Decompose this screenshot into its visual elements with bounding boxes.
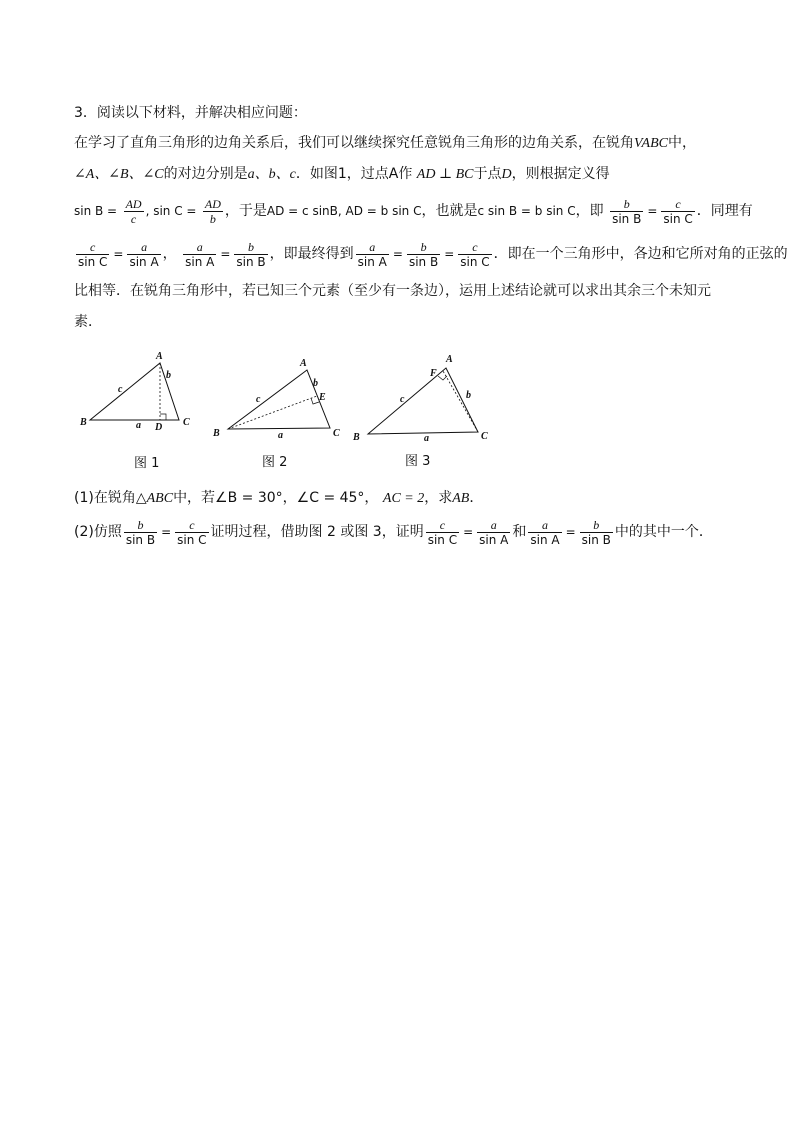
label-b-vertex: B <box>213 428 220 439</box>
equals: = <box>444 247 455 261</box>
part-2-instruction: 证明过程，借助图 2 或图 3，证明 <box>210 524 424 540</box>
formula-line-2 <box>74 238 788 270</box>
denominator: sin C <box>78 254 108 269</box>
altitude-be <box>228 396 317 429</box>
label-a-vertex: A <box>300 358 307 369</box>
denominator: sin C <box>663 211 693 226</box>
conclusion-line-3 <box>74 312 102 332</box>
part-1-ac-value: AC = 2 <box>382 491 425 506</box>
triangle-symbol: VABC <box>634 136 668 151</box>
part-1-end: ． <box>469 490 484 506</box>
fraction-c-over-sinc-2 <box>76 240 109 269</box>
label-b-vertex: B <box>353 432 360 443</box>
equals: = <box>392 247 403 261</box>
fraction-c-over-sinc-p2 <box>175 518 208 547</box>
as-figure-text: ．如图1，过点A作 <box>295 166 413 182</box>
numerator: c <box>661 197 694 212</box>
intro-text: 在学习了直角三角形的边角关系后，我们可以继续探究任意锐角三角形的边角关系，在锐角 <box>74 135 634 151</box>
question-title-text: 阅读以下材料，并解决相应问题： <box>96 105 307 121</box>
numerator: a <box>528 518 561 533</box>
numerator: b <box>234 240 267 255</box>
therefore-text: ，于是 <box>224 203 267 219</box>
altitude-cf <box>443 371 478 432</box>
triangle-3 <box>368 368 478 434</box>
period: ． <box>493 246 508 262</box>
denominator: sin B <box>125 532 156 547</box>
numerator: c <box>458 240 491 255</box>
label-b-vertex: B <box>80 417 87 428</box>
part-1-conditions: 中，若∠B = 30°，∠C = 45°， <box>173 490 379 506</box>
figure-1 <box>79 351 190 433</box>
intro-line-1 <box>74 133 696 154</box>
fraction-a-over-sina <box>127 240 160 269</box>
comma: ， <box>162 246 177 262</box>
opposite-sides-text: 的对边分别是 <box>163 166 248 182</box>
label-side-c: c <box>400 394 405 405</box>
part-1-find: ，求 <box>424 490 453 506</box>
right-angle-mark-d <box>160 414 166 420</box>
denominator: sin B <box>581 532 611 547</box>
denominator: sin A <box>530 532 560 547</box>
conclusion-text-2: 比相等．在锐角三角形中，若已知三个元素（至少有一条边），运用上述结论就可以求出其余三个未知元 <box>74 283 711 299</box>
label-side-a: a <box>278 430 283 441</box>
denominator: sin C <box>460 254 490 269</box>
fraction-b-over-sinb-3 <box>407 240 440 269</box>
equals: = <box>565 525 576 539</box>
denominator: sin B <box>612 211 642 226</box>
numerator: b <box>610 197 643 212</box>
denominator: sin A <box>129 254 159 269</box>
label-side-b: b <box>466 390 471 401</box>
label-side-c: c <box>256 394 261 405</box>
perpendicular-text: AD ⊥ BC <box>416 167 474 182</box>
denominator: sin A <box>357 254 387 269</box>
fraction-b-over-sinb-2 <box>234 240 267 269</box>
at-point-text: 于点 <box>473 166 502 182</box>
denominator: sin A <box>479 532 509 547</box>
that-is-text: ，也就是 <box>421 203 478 219</box>
fraction-c-over-sinc-3 <box>458 240 491 269</box>
numerator: AD <box>204 196 221 211</box>
denominator: b <box>209 211 216 226</box>
part-1-ab: AB <box>452 491 470 506</box>
fraction-b-over-sinb <box>610 197 643 226</box>
denominator: sin B <box>236 254 266 269</box>
equals: = <box>647 204 658 218</box>
numerator: a <box>477 518 510 533</box>
part-1-prefix: (1)在锐角△ <box>74 490 147 506</box>
conclusion-text-1: 即在一个三角形中，各边和它所对角的正弦的 <box>507 246 788 262</box>
numerator: b <box>580 518 613 533</box>
numerator: c <box>175 518 208 533</box>
right-angle-mark-f <box>438 376 447 380</box>
right-angle-mark-e <box>311 398 319 404</box>
numerator: a <box>127 240 160 255</box>
label-side-b: b <box>166 370 171 381</box>
denominator: sin C <box>427 532 458 547</box>
numerator: c <box>76 240 109 255</box>
label-side-b: b <box>313 378 318 389</box>
intro-line-2 <box>74 164 610 185</box>
numerator: c <box>426 518 459 533</box>
ad-equations: AD = c sinB, AD = b sin C <box>266 204 422 218</box>
figure-3 <box>352 354 488 444</box>
label-a-vertex: A <box>446 354 453 365</box>
sides-text: a、b、c <box>247 167 296 182</box>
fraction-ad-over-b <box>203 197 223 226</box>
figure-2 <box>212 358 340 441</box>
point-d-text: D <box>501 167 512 182</box>
question-title <box>74 103 307 123</box>
label-f-point: F <box>430 368 437 379</box>
label-a-vertex: A <box>156 351 163 362</box>
finally-text: ，即最终得到 <box>269 246 354 262</box>
equals: = <box>113 247 124 261</box>
fraction-a-over-sina-3 <box>356 240 389 269</box>
part-1-question <box>74 488 483 509</box>
part-1-triangle: ABC <box>146 491 174 506</box>
numerator: b <box>407 240 440 255</box>
fraction-ad-over-c <box>124 197 144 226</box>
denominator: sin A <box>185 254 215 269</box>
similarly-text: ．同理有 <box>696 203 753 219</box>
label-c-vertex: C <box>183 417 190 428</box>
numerator: a <box>356 240 389 255</box>
conclusion-line-2 <box>74 281 711 301</box>
fraction-b-over-sinb-p2 <box>124 518 157 547</box>
fraction-a-over-sina-p2b <box>528 518 561 547</box>
label-side-c: c <box>118 384 123 395</box>
fraction-c-over-sinc <box>661 197 694 226</box>
by-definition-text: ，则根据定义得 <box>511 166 610 182</box>
label-d-point: D <box>155 422 163 433</box>
equals: = <box>463 525 474 539</box>
numerator: b <box>124 518 157 533</box>
numerator: a <box>183 240 216 255</box>
denominator: sin C <box>177 532 207 547</box>
fraction-b-over-sinb-p2b <box>580 518 613 547</box>
label-side-a: a <box>136 420 141 431</box>
numerator: AD <box>125 196 142 211</box>
question-number: 3． <box>74 105 97 121</box>
label-c-vertex: C <box>333 428 340 439</box>
csinb-eq: c sin B = b sin C <box>477 204 576 218</box>
angles-text: ∠A、∠B、∠C <box>74 167 164 182</box>
label-c-vertex: C <box>481 431 488 442</box>
equals: = <box>220 247 231 261</box>
caption-figure-2: 图 2 <box>262 455 288 470</box>
denominator: sin B <box>408 254 439 269</box>
namely-text: ，即 <box>575 203 604 219</box>
part-2-end: 中的其中一个． <box>614 524 713 540</box>
formula-line-1 <box>74 195 753 227</box>
sinc-eq-text: , sin C = <box>145 204 197 218</box>
part-2-question <box>74 515 713 549</box>
intro-text-zhong: 中， <box>667 135 696 151</box>
caption-figure-3: 图 3 <box>405 454 431 469</box>
denominator: c <box>130 211 137 226</box>
conclusion-text-3: 素． <box>74 314 102 330</box>
caption-figure-1: 图 1 <box>134 456 160 471</box>
sinb-eq-text: sin B = <box>74 204 118 218</box>
fraction-c-over-sinc-p2b <box>426 518 459 547</box>
part-2-prefix: (2)仿照 <box>74 524 122 540</box>
fraction-a-over-sina-2 <box>183 240 216 269</box>
figures-diagram <box>0 340 794 480</box>
part-2-and: 和 <box>512 524 527 540</box>
label-e-point: E <box>319 392 326 403</box>
fraction-a-over-sina-p2 <box>477 518 510 547</box>
label-side-a: a <box>424 433 429 444</box>
equals: = <box>161 525 172 539</box>
